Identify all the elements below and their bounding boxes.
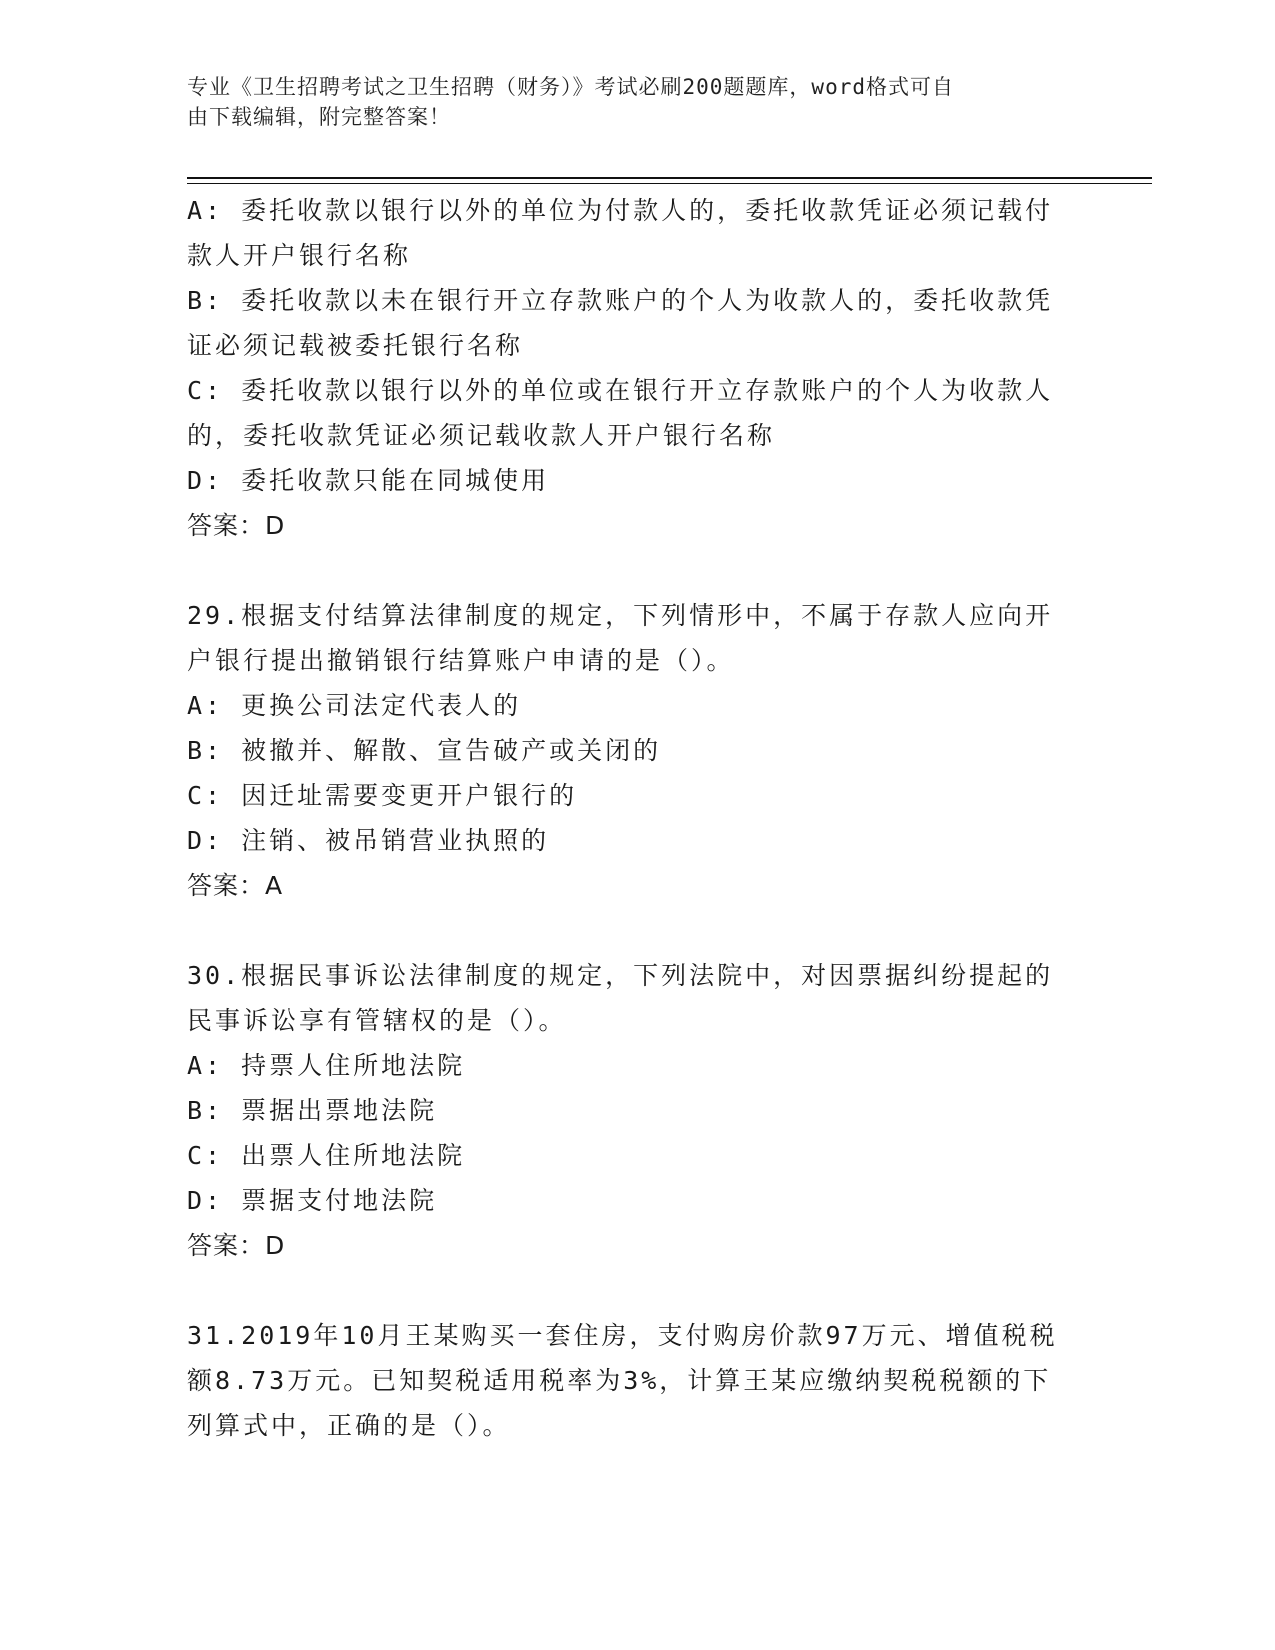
q28-option-d: D: 委托收款只能在同城使用	[187, 466, 550, 495]
question-31-block	[187, 1313, 1087, 1448]
document-header	[187, 72, 1087, 132]
q29-option-b: B: 被撤并、解散、宣告破产或关闭的	[187, 736, 662, 765]
q28-option-b-line-1: B: 委托收款以未在银行开立存款账户的个人为收款人的，委托收款凭	[187, 286, 1054, 315]
header-title-line-1: 专业《卫生招聘考试之卫生招聘（财务）》考试必刷200题题库，word格式可自	[187, 75, 954, 99]
document-body	[187, 188, 1087, 1448]
q30-option-b: B: 票据出票地法院	[187, 1096, 438, 1125]
q30-option-a: A: 持票人住所地法院	[187, 1051, 466, 1080]
q28-option-a-line-1: A: 委托收款以银行以外的单位为付款人的，委托收款凭证必须记载付	[187, 196, 1054, 225]
q29-option-a: A: 更换公司法定代表人的	[187, 691, 522, 720]
q30-stem-line-1: 30.根据民事诉讼法律制度的规定，下列法院中，对因票据纠纷提起的	[187, 961, 1054, 990]
spacer	[187, 1268, 1087, 1313]
q31-stem-line-1: 31.2019年10月王某购买一套住房，支付购房价款97万元、增值税税	[187, 1321, 1058, 1350]
q29-stem-line-2: 户银行提出撤销银行结算账户申请的是（）。	[187, 646, 735, 675]
q29-stem-line-1: 29.根据支付结算法律制度的规定，下列情形中，不属于存款人应向开	[187, 601, 1054, 630]
q28-answer: 答案：D	[187, 511, 286, 540]
q28-option-b-line-2: 证必须记载被委托银行名称	[187, 331, 524, 360]
q29-option-c: C: 因迁址需要变更开户银行的	[187, 781, 578, 810]
q29-answer: 答案：A	[187, 871, 284, 900]
question-30-block	[187, 953, 1087, 1268]
q30-option-d: D: 票据支付地法院	[187, 1186, 438, 1215]
header-divider-thick	[187, 177, 1152, 179]
q30-option-c: C: 出票人住所地法院	[187, 1141, 466, 1170]
header-title-line-2: 由下载编辑，附完整答案！	[187, 105, 451, 129]
question-28-block	[187, 188, 1087, 548]
q29-option-d: D: 注销、被吊销营业执照的	[187, 826, 550, 855]
q30-answer: 答案：D	[187, 1231, 286, 1260]
q31-stem-line-3: 列算式中，正确的是（）。	[187, 1411, 511, 1440]
header-divider-thin	[187, 183, 1152, 184]
spacer	[187, 548, 1087, 593]
q31-stem-line-2: 额8.73万元。已知契税适用税率为3%，计算王某应缴纳契税税额的下	[187, 1366, 1052, 1395]
q28-option-a-line-2: 款人开户银行名称	[187, 241, 412, 270]
spacer	[187, 908, 1087, 953]
q30-stem-line-2: 民事诉讼享有管辖权的是（）。	[187, 1006, 567, 1035]
q28-option-c-line-1: C: 委托收款以银行以外的单位或在银行开立存款账户的个人为收款人	[187, 376, 1054, 405]
q28-option-c-line-2: 的，委托收款凭证必须记载收款人开户银行名称	[187, 421, 776, 450]
question-29-block	[187, 593, 1087, 908]
